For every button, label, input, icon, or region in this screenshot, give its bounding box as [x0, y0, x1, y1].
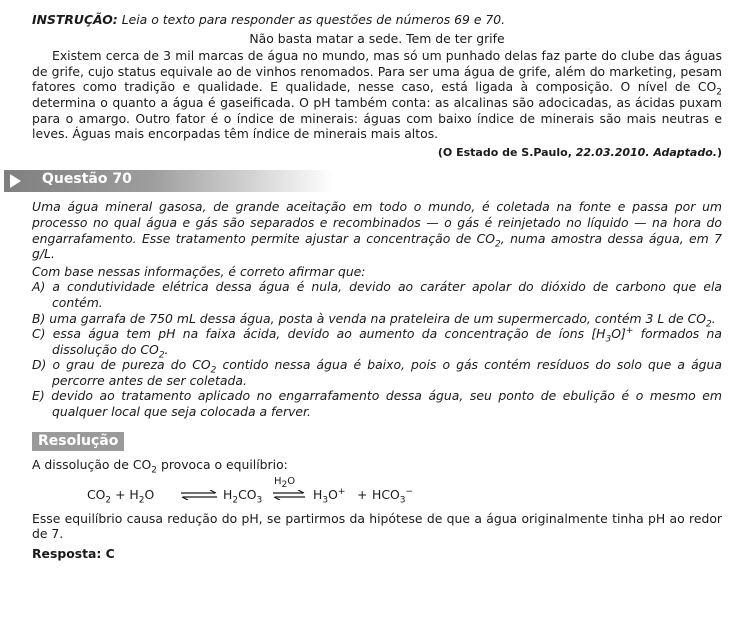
question-statement: Uma água mineral gasosa, de grande aceitação em todo o mundo, é coletada na fonte e passa por um processo no qual água e gás são separados e recombinados — o gás é reinjetado no líquido — na hora do engarrafamento. Esse tratamento permite ajustar a concentração de $CO_2$, numa amostra dessa água, em 7 g/L.	[32, 199, 722, 262]
eq-hydronium: $H_3O^+$	[313, 486, 346, 506]
eq-plus: +	[357, 486, 368, 502]
option-e: E) devido ao tratamento aplicado no engarrafamento dessa água, seu ponto de ebulição é o mesmo em qualquer local que seja colocada a ferver.	[32, 388, 722, 420]
question-prompt: Com base nessas informações, é correto afirmar que:	[32, 263, 366, 279]
page-content	[32, 0, 722, 562]
equilibrium-arrow-icon	[179, 490, 219, 500]
article-paragraph: Existem cerca de 3 mil marcas de água no mundo, mas só um punhado delas faz parte do clube das águas de grife, cujo status equivale ao de vinhos renomados. Para ser uma água de grife, além do marketing, pesam fatores como tradição e qualidade. E qualidade, nesse caso, está ligada à composição. O nível de $CO_2$ determina o quanto a água é gaseificada. O pH também conta: as alcalinas são adocicadas, as ácidas puxam para o amargo. Outro fator é o índice de minerais: águas com baixo índice de minerais são mais neutras e leves. Águas mais encorpadas têm índice de minerais mais altos.	[32, 48, 722, 142]
eq-arrow-label: $H_2O$	[274, 475, 296, 490]
article-source: (O Estado de S.Paulo, 22.03.2010. Adaptado.)	[437, 145, 722, 159]
question-label: Questão 70	[42, 171, 132, 188]
eq-bicarbonate: $HCO_3^-$	[372, 486, 414, 506]
article-title: Não basta matar a sede. Tem de ter grife	[249, 30, 505, 46]
option-a: A) a condutividade elétrica dessa água é nula, devido ao caráter apolar do dióxido de carbono que ela contém.	[32, 279, 722, 310]
resolution-header: Resolução	[32, 432, 124, 452]
chemical-equation	[87, 475, 722, 506]
equilibrium-arrow-icon	[271, 490, 307, 500]
answer: Resposta: C	[32, 546, 115, 562]
play-arrow-icon	[10, 174, 21, 188]
instruction	[32, 12, 722, 28]
instruction-text: Leia o texto para responder as questões de números 69 e 70.	[117, 12, 506, 27]
eq-carbonic-acid: $H_2CO_3$	[223, 486, 263, 506]
eq-reactants: $CO_2 + H_2O$	[87, 486, 155, 506]
resolution-intro: A dissolução de $CO_2$ provoca o equilíbrio:	[32, 457, 288, 476]
instruction-label: INSTRUÇÃO:	[32, 12, 118, 27]
option-d: D) o grau de pureza do $CO_2$ contido nessa água é baixo, pois o gás contém resíduos do solo que a água percorre antes de ser coletada.	[32, 357, 722, 388]
resolution-explanation: Esse equilíbrio causa redução do pH, se partirmos da hipótese de que a água originalmente tinha pH ao redor de 7.	[32, 510, 722, 542]
question-header	[4, 170, 334, 192]
option-c: C) essa água tem pH na faixa ácida, devido ao aumento da concentração de íons $[H_3O]^+$ formados na dissolução do $CO_2$.	[32, 325, 722, 361]
option-b: B) uma garrafa de 750 mL dessa água, posta à venda na prateleira de um supermercado, contém 3 L de $CO_2$.	[32, 310, 716, 329]
